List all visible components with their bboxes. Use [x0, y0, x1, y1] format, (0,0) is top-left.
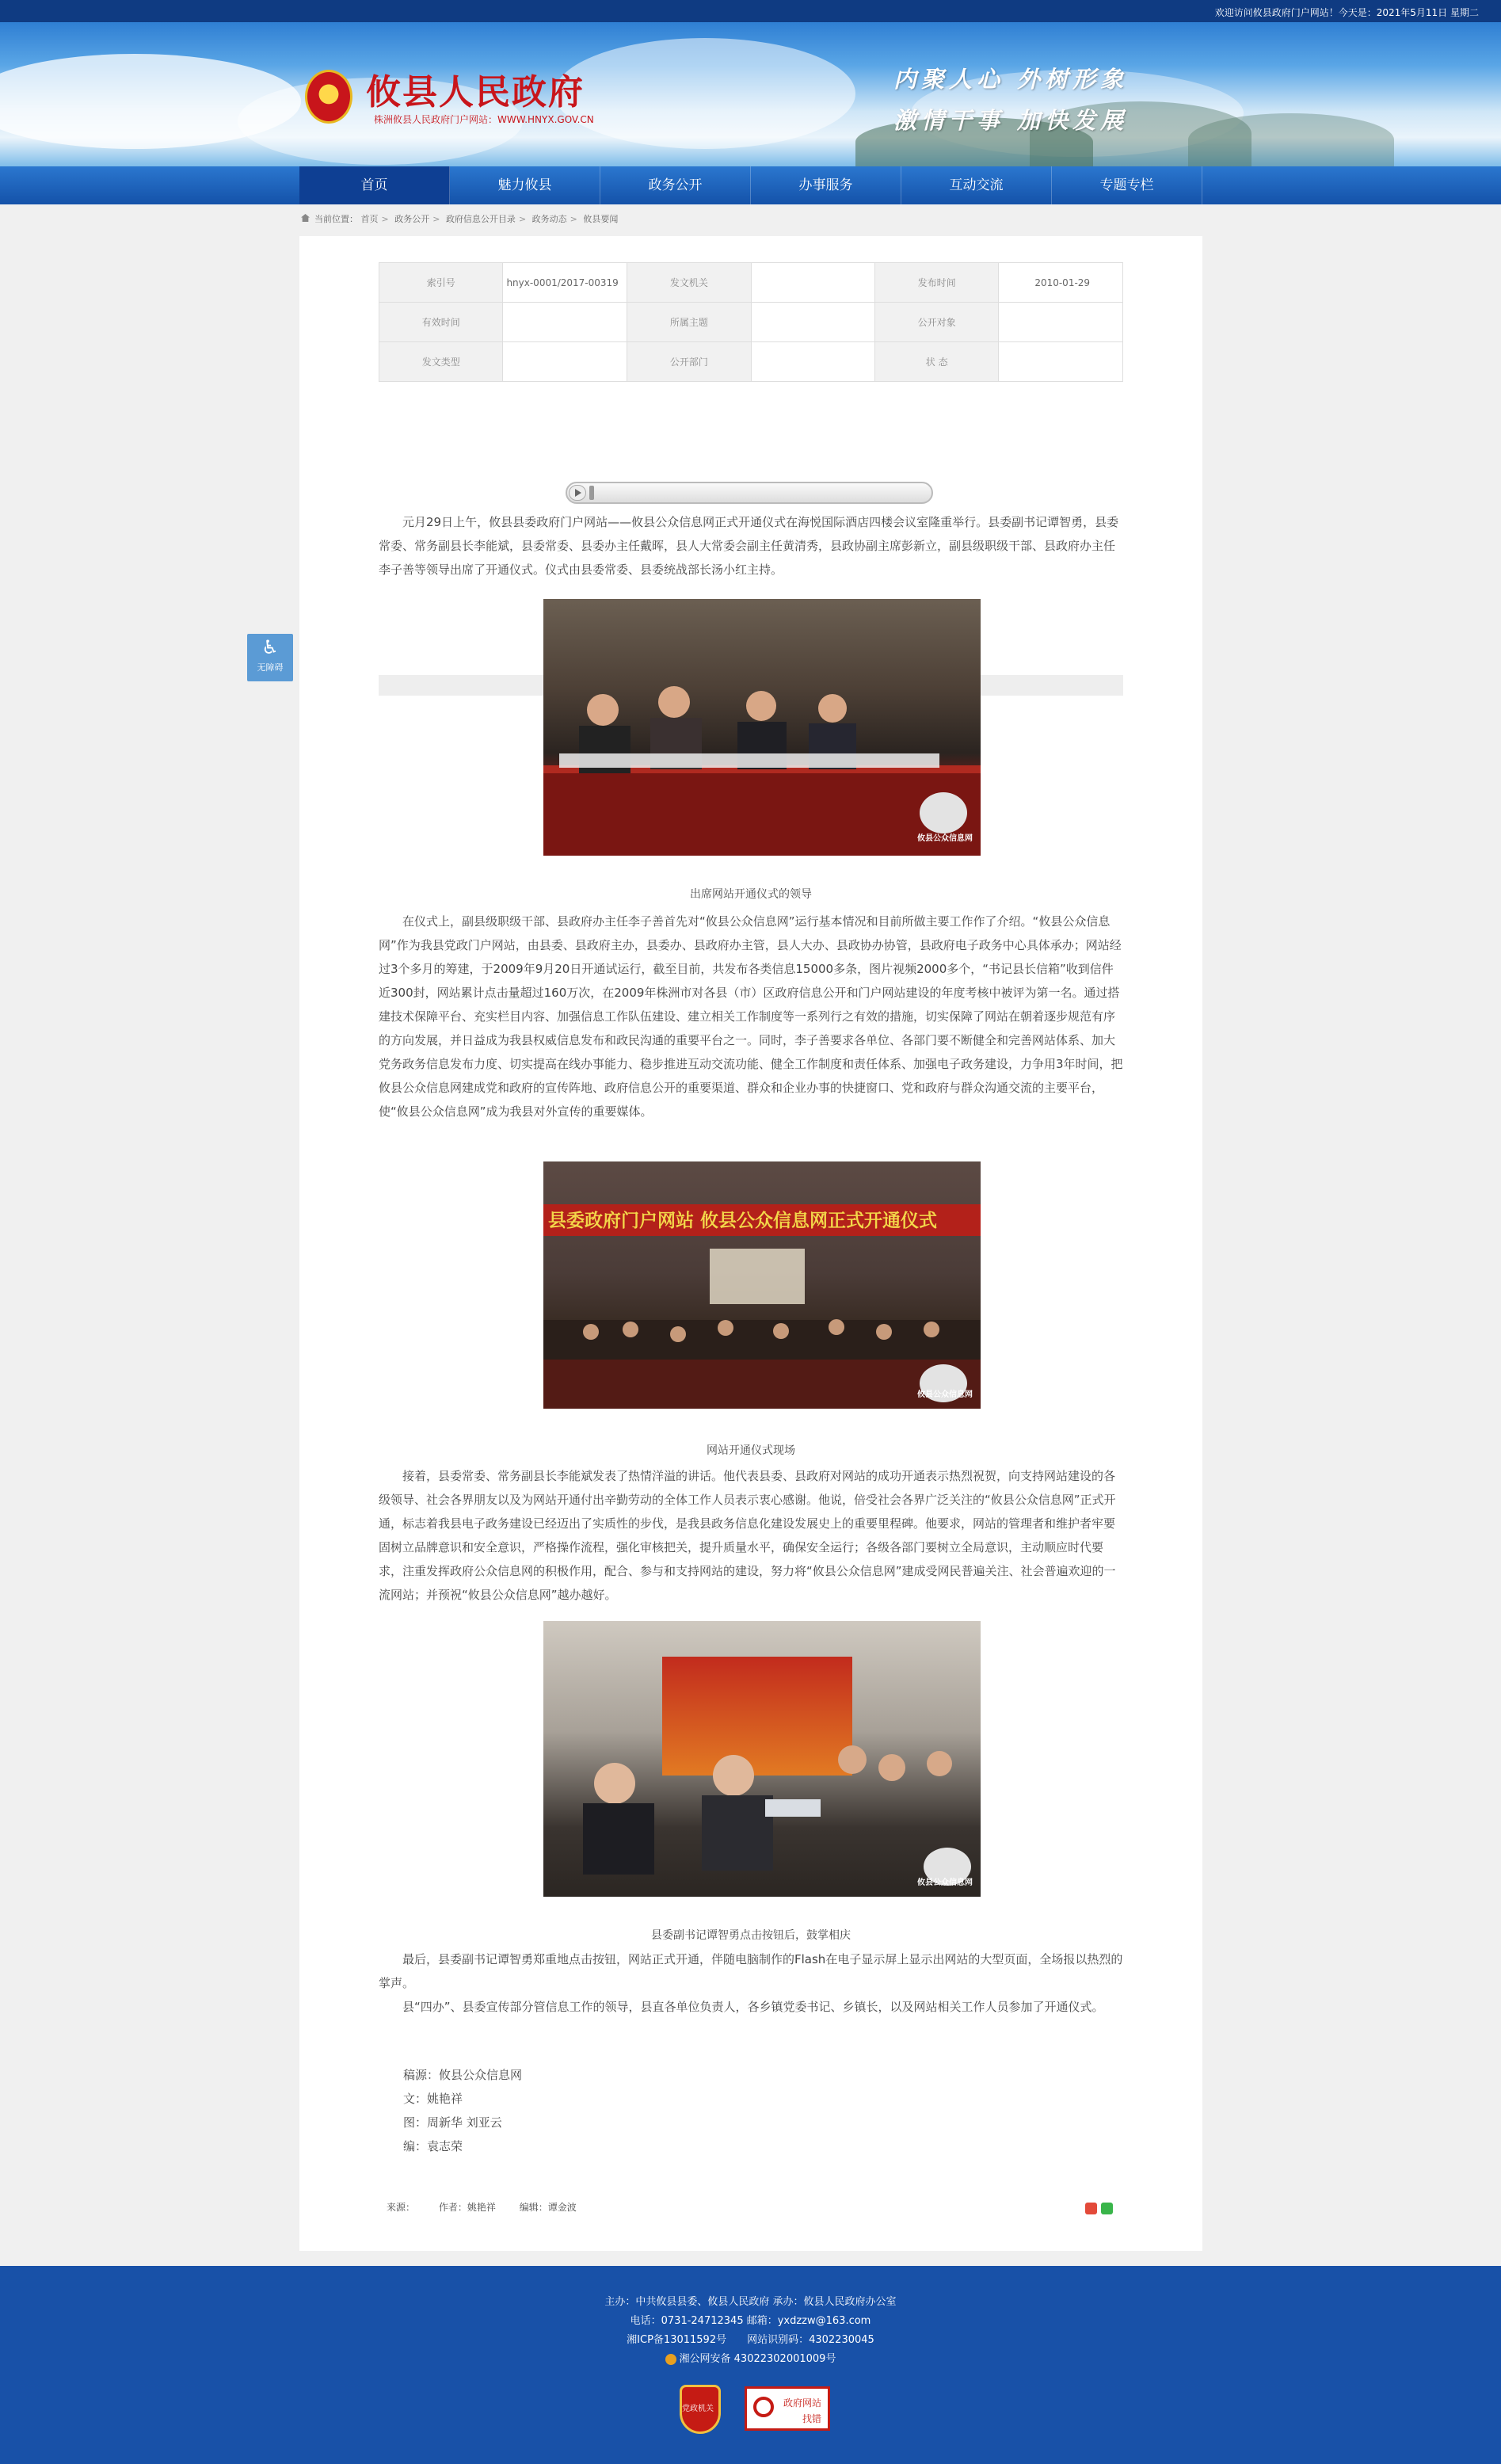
magnifier-icon — [753, 2397, 774, 2417]
meeting-photo-graphic — [543, 599, 981, 856]
nav-home[interactable]: 首页 — [299, 166, 450, 204]
valid-period-value — [503, 303, 627, 342]
party-gov-badge[interactable] — [680, 2385, 721, 2434]
article-photo-1 — [543, 599, 981, 856]
credit-source: 稿源：攸县公众信息网 — [403, 2068, 523, 2082]
breadcrumb-sep: > — [432, 214, 440, 224]
credit-editor: 编：袁志荣 — [403, 2139, 463, 2153]
main-content — [299, 236, 1202, 2251]
audience-value — [999, 303, 1123, 342]
topic-label: 所属主题 — [627, 303, 751, 342]
main-nav — [0, 166, 1501, 204]
slogan-line1: 内聚人心 外树形象 — [893, 66, 1129, 93]
wechat-icon[interactable] — [1101, 2203, 1113, 2214]
accessibility-button[interactable] — [247, 634, 293, 681]
welcome-text: 欢迎访问攸县政府门户网站！今天是：2021年5月11日 星期二 — [1214, 7, 1479, 18]
home-icon — [301, 214, 310, 222]
source-line — [387, 2200, 597, 2214]
nav-interaction[interactable]: 互动交流 — [901, 166, 1052, 204]
progress-handle[interactable] — [589, 486, 594, 500]
photo-caption-3: 县委副书记谭智勇点击按钮后，鼓掌相庆 — [651, 1929, 851, 1942]
breadcrumb — [301, 212, 618, 225]
nav-gov-affairs[interactable]: 政务公开 — [600, 166, 751, 204]
publish-date-value: 2010-01-29 — [999, 263, 1123, 303]
article-paragraph-2: 在仪式上，副县级职级干部、县政府办主任李子善首先对“攸县公众信息网”运行基本情况和目前所做主要工作作了介绍。“攸县公众信息网”作为我县党政门户网站，由县委、县政府主办，县委办、县政府办主管，县人大办、县政协办协管，县政府电子政务中心具体承办；网站经过3个多月的筹建，于2009年9月20日开通试运行，截至目前，共发布各类信息15000多条，图片视频2000多个，“书记县长信箱”收到信件近300封，网站累计点击量超过160万次，在2009年株洲市对各县（市）区政府信息公开和门户网站建设的年度考核中被评为第一名。通过搭建技术保障平台、充实栏目内容、加强信息工作队伍建设、建立相关工作制度等一系列行之有效的措施，切实保障了网站在朝着逐步规范有序的方向发展，并日益成为我县权威信息发布和政民沟通的重要平台之一。同时，李子善要求各单位、各部门要不断健全和完善网站体系、加大党务政务信息发布力度、切实提高在线办事能力、稳步推进互动交流功能、健全工作制度和责任体系、加强电子政务建设，力争用3年时间，把攸县公众信息网建成党和政府的宣传阵地、政府信息公开的重要渠道、群众和企业办事的快捷窗口、党和政府与群众沟通交流的主要平台，使“攸县公众信息网”成为我县对外宣传的重要媒体。 — [379, 914, 1123, 1119]
photo-watermark: 攸县公众信息网 — [917, 1879, 973, 1887]
credit-photo: 图：周新华 刘亚云 — [403, 2115, 502, 2130]
article-photo-2 — [543, 1161, 981, 1409]
topic-value — [751, 303, 874, 342]
party-gov-badge-label: 党政机关 — [682, 2405, 714, 2413]
issuer-value — [751, 263, 874, 303]
article-photo-3 — [543, 1621, 981, 1897]
site-subtitle: 株洲攸县人民政府门户网站：WWW.HNYX.GOV.CN — [374, 114, 594, 125]
doc-type-value — [503, 342, 627, 382]
wheelchair-icon: ♿ — [261, 636, 279, 658]
photo-watermark: 攸县公众信息网 — [917, 1390, 973, 1399]
breadcrumb-gov[interactable]: 政务公开 — [394, 214, 430, 224]
footer — [0, 2266, 1501, 2464]
find-error-badge[interactable] — [745, 2386, 830, 2431]
national-emblem-icon — [305, 70, 352, 124]
footer-contact: 电话：0731-24712345 邮箱：yxdzzw@163.com — [630, 2315, 871, 2327]
accessibility-label: 无障碍 — [257, 662, 284, 673]
top-bar — [0, 0, 1501, 22]
photo-caption-1: 出席网站开通仪式的领导 — [690, 888, 812, 901]
breadcrumb-catalog[interactable]: 政府信息公开目录 — [445, 214, 516, 224]
photo-banner-text: 县委政府门户网站 攸县公众信息网正式开通仪式 — [548, 1211, 938, 1231]
site-title[interactable]: 攸县人民政府 — [366, 72, 585, 113]
find-error-line2: 找错 — [802, 2413, 821, 2424]
breadcrumb-sep: > — [570, 214, 577, 224]
status-label: 状 态 — [874, 342, 998, 382]
ceremony-graphic — [543, 1621, 981, 1897]
breadcrumb-sep: > — [518, 214, 527, 224]
slogan-line2: 激情干事 加快发展 — [893, 107, 1129, 134]
valid-period-label: 有效时间 — [379, 303, 503, 342]
audience-label: 公开对象 — [874, 303, 998, 342]
department-value — [751, 342, 874, 382]
breadcrumb-label: 当前位置： — [314, 214, 358, 224]
source-label: 来源： — [387, 2202, 416, 2213]
nav-services[interactable]: 办事服务 — [751, 166, 901, 204]
index-no-label: 索引号 — [379, 263, 503, 303]
audience-graphic — [543, 1161, 981, 1409]
footer-police-text[interactable]: 湘公网安备 43022302001009号 — [679, 2353, 836, 2365]
nav-charm[interactable]: 魅力攸县 — [450, 166, 600, 204]
breadcrumb-home[interactable]: 首页 — [360, 214, 379, 224]
photo-watermark: 攸县公众信息网 — [917, 834, 973, 843]
breadcrumb-news[interactable]: 政务动态 — [531, 214, 567, 224]
breadcrumb-current[interactable]: 攸县要闻 — [583, 214, 619, 224]
audio-player[interactable] — [566, 482, 933, 504]
footer-icp[interactable]: 湘ICP备13011592号 网站识别码：4302230045 — [627, 2334, 874, 2346]
issuer-label: 发文机关 — [627, 263, 751, 303]
publish-date-label: 发布时间 — [874, 263, 998, 303]
department-label: 公开部门 — [627, 342, 751, 382]
doc-type-label: 发文类型 — [379, 342, 503, 382]
breadcrumb-sep: > — [381, 214, 389, 224]
footer-organizer: 主办：中共攸县县委、攸县人民政府 承办：攸县人民政府办公室 — [604, 2296, 897, 2308]
article-paragraph-4: 最后，县委副书记谭智勇郑重地点击按钮，网站正式开通，伴随电脑制作的Flash在电子显示屏上显示出网站的大型页面，全场报以热烈的掌声。 — [379, 1952, 1123, 1990]
play-icon[interactable] — [569, 485, 586, 501]
article-paragraph-5: 县“四办”、县委宣传部分管信息工作的领导，县直各单位负责人，各乡镇党委书记、乡镇长，以及网站相关工作人员参加了开通仪式。 — [402, 2000, 1104, 2014]
credit-text: 文：姚艳祥 — [403, 2092, 463, 2106]
meta-table — [379, 262, 1123, 382]
editor-label: 编辑：谭金波 — [519, 2202, 577, 2213]
police-badge-icon — [665, 2354, 676, 2365]
article-paragraph-3: 接着，县委常委、常务副县长李能斌发表了热情洋溢的讲话。他代表县委、县政府对网站的成功开通表示热烈祝贺，向支持网站建设的各级领导、社会各界朋友以及为网站开通付出辛勤劳动的全体工作人员表示衷心感谢。他说，倍受社会各界广泛关注的“攸县公众信息网”正式开通，标志着我县电子政务建设已经迈出了实质性的步伐，是我县政务信息化建设发展史上的重要里程碑。他要求，网站的管理者和维护者牢要固树立品牌意识和安全意识，严格操作流程，强化审核把关，提升质量水平，确保安全运行；各级各部门要树立全局意识，主动顺应时代要求，注重发挥政府公众信息网的积极作用，配合、参与和支持网站的建设，努力将“攸县公众信息网”建成受网民普遍关注、社会普遍欢迎的一流网站；并预祝“攸县公众信息网”越办越好。 — [379, 1469, 1116, 1602]
photo-caption-2: 网站开通仪式现场 — [707, 1444, 795, 1457]
article-paragraph-1: 元月29日上午，攸县县委政府门户网站——攸县公众信息网正式开通仪式在海悦国际酒店四楼会议室隆重举行。县委副书记谭智勇，县委常委、常务副县长李能斌，县委常委、县委办主任戴晖，县人大常委会副主任黄清秀，县政协副主席彭新立，副县级职级干部、县政府办主任李子善等领导出席了开通仪式。仪式由县委常委、县委统战部长汤小红主持。 — [379, 515, 1119, 577]
find-error-line1: 政府网站 — [783, 2397, 821, 2409]
weibo-icon[interactable] — [1085, 2203, 1097, 2214]
status-value — [999, 342, 1123, 382]
footer-police — [0, 2350, 1501, 2369]
author-label: 作者：姚艳祥 — [438, 2202, 496, 2213]
index-no-value: hnyx-0001/2017-00319 — [503, 263, 627, 303]
nav-topics[interactable]: 专题专栏 — [1052, 166, 1202, 204]
header-banner — [0, 22, 1501, 166]
